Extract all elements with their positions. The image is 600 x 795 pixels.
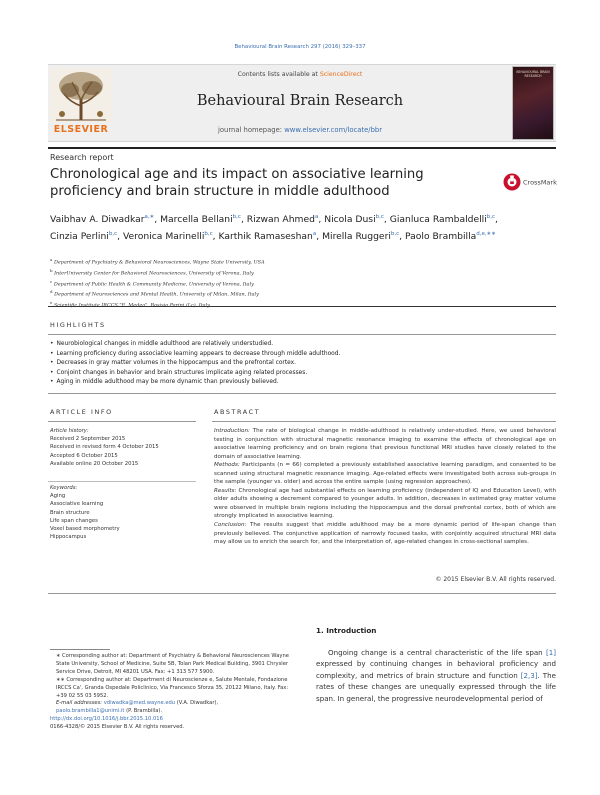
highlight-item: • Neurobiological changes in middle adulthood are relatively understudied.	[50, 340, 550, 350]
abstract-bottom-rule	[48, 593, 556, 594]
keyword-item: Hippocampus	[50, 534, 87, 541]
article-type: Research report	[50, 153, 114, 162]
article-info-heading: ARTICLE INFO	[50, 408, 113, 416]
abstract-heading: ABSTRACT	[214, 408, 261, 416]
keywords-label: Keywords:	[50, 485, 78, 491]
author-list: Vaibhav A. Diwadkar$^{a,∗}$, Marcella Bellani$^{b,c}$, Rizwan Ahmed$^a$, Nicola Dusi$^{b,c}$, Gianluca Rambaldelli$^{b,c}$, Cinzia Perlini$^{b,c}$, Veronica Marinelli$^{b,c}$, Karthik Ramaseshan$^a$, Mirella Ruggeri$^{b,c}$, Paolo Brambilla$^{d,e,∗∗}$	[50, 214, 498, 243]
keywords-rule	[48, 481, 196, 482]
email-link[interactable]: vdiwadka@med.wayne.edu	[103, 700, 176, 707]
elsevier-tree-logo-icon	[50, 68, 112, 122]
crossmark-icon[interactable]	[500, 172, 560, 192]
affiliation-item: $^a$ Department of Psychiatry & Behavioral Neurosciences, Wayne State University, USA	[50, 257, 265, 266]
highlight-item: • Aging in middle adulthood may be more dynamic than previously believed.	[50, 378, 550, 388]
header-rule	[48, 147, 556, 149]
footnote-rule	[50, 649, 110, 650]
abstract-body	[214, 427, 556, 547]
abstract-results: Results: Chronological age had substantial effects on learning proficiency (independent of IQ and Education Level), with older adults showing a decrement compared to younger adults. In addition, decreases in estimated gray matter volume were observed in multiple brain regions including the hippocampus and the dorsal prefrontal cortex, both of which are strongly implicated in associative learning.	[214, 487, 557, 520]
article-title: Chronological age and its impact on associative learning proficiency and brain structure in middle adulthood	[50, 167, 424, 199]
abstract-conclusion: Conclusion: The results suggest that middle adulthood may be a more dynamic period of life-span change than previously believed. The conjunctive application of narrowly focused tasks, with conjointly acquired structural MRI data may allow us to enrich the search for, and the interpretation of, age-related changes in cross-sectional samples.	[214, 522, 556, 546]
abstract-methods: Methods: Participants (n = 66) completed a previously established associative learning paradigm, and consented to be scanned using structural magnetic resonance imaging. Age-related effects were investigated both across sub-groups in the sample (younger vs. older) and across the entire sample (using regression approaches).	[214, 462, 556, 486]
history-label: Article history:	[50, 428, 89, 434]
author-name[interactable]: Mirella Ruggeri$^{b,c}$	[322, 231, 400, 243]
issn-line: 0166-4328/© 2015 Elsevier B.V. All rights reserved.	[50, 724, 185, 731]
keyword-item: Associative learning	[50, 501, 104, 508]
abstract-copyright: © 2015 Elsevier B.V. All rights reserved.	[435, 576, 556, 583]
article-history	[50, 427, 200, 468]
affiliation-item: $^b$ InterUniversity Center for Behavioral Neurosciences, University of Verona, Italy	[50, 267, 254, 277]
highlights-bottom-rule	[48, 393, 556, 394]
author-name[interactable]: Paolo Brambilla$^{d,e,∗∗}$	[405, 231, 496, 243]
highlights-heading: HIGHLIGHTS	[50, 321, 106, 329]
citation-link[interactable]: [2,3]	[520, 670, 538, 680]
affiliation-list	[50, 256, 530, 310]
introduction-heading: 1. Introduction	[316, 626, 377, 635]
keyword-item: Voxel based morphometry	[50, 526, 120, 533]
article-info-rule	[48, 421, 196, 422]
keyword-item: Life span changes	[50, 517, 98, 524]
highlight-item: • Conjoint changes in behavior and brain structures implicate aging related processes.	[50, 369, 550, 379]
email-link[interactable]: paolo.brambilla1@unimi.it	[56, 708, 125, 715]
author-name[interactable]: Nicola Dusi$^{b,c}$	[324, 214, 384, 226]
doi-link[interactable]: http://dx.doi.org/10.1016/j.bbr.2015.10.016	[50, 716, 163, 723]
history-item: Received in revised form 4 October 2015	[50, 444, 159, 451]
highlights-rule	[48, 334, 556, 335]
highlight-item: • Decreases in gray matter volumes in the hippocampus and the prefrontal cortex.	[50, 359, 550, 369]
homepage-prefix: journal homepage:	[217, 126, 283, 134]
homepage-url[interactable]: www.elsevier.com/locate/bbr	[284, 126, 382, 134]
keywords	[50, 484, 200, 541]
author-name[interactable]: Vaibhav A. Diwadkar$^{a,∗}$	[50, 214, 155, 226]
author-name[interactable]: Rizwan Ahmed$^a$	[246, 214, 319, 226]
footnote-corresponding-2: ∗∗ Corresponding author at: Department di Neuroscienze e, Salute Mentale, Fondazione IRCCS Ca', Granda Ospedale Policlinico, Via Francesco Sforza 35, 20122 Milano, Italy. Fax: +39 02 55 03 5952.	[56, 676, 289, 699]
footnotes	[50, 653, 300, 732]
affiliation-item: e	[50, 300, 53, 306]
keyword-item: Aging	[50, 493, 66, 500]
contents-prefix: Contents lists available at	[237, 71, 318, 78]
keyword-item: Brain structure	[50, 509, 90, 516]
author-name[interactable]: Cinzia Perlini$^{b,c}$	[50, 231, 118, 243]
journal-title: Behavioural Brain Research	[196, 93, 404, 109]
author-name[interactable]: Gianluca Rambaldelli$^{b,c}$	[389, 214, 496, 226]
abstract-rule	[212, 421, 556, 422]
history-item: Accepted 6 October 2015	[50, 452, 118, 459]
footnote-emails: E-mail addresses: vdiwadka@med.wayne.edu (V.A. Diwadkar), paolo.brambilla1@unimi.it (P. Brambilla).	[56, 700, 219, 715]
citation-link[interactable]: [1]	[545, 648, 556, 657]
cover-title: BEHAVIOURAL BRAIN RESEARCH	[516, 70, 550, 78]
history-item: Available online 20 October 2015	[50, 460, 139, 467]
publisher-name: ELSEVIER	[53, 124, 109, 135]
affiliation-item: $^c$ Department of Public Health & Community Medicine, University of Verona, Italy	[50, 278, 254, 288]
highlights-list	[50, 340, 550, 388]
author-name[interactable]: Marcella Bellani$^{b,c}$	[160, 214, 241, 226]
journal-reference[interactable]: Behavioural Brain Research 297 (2016) 329–337	[234, 44, 366, 50]
affiliation-item: $^d$ Department of Neurosciences and Mental Health, University of Milan, Milan, Italy	[50, 289, 259, 299]
sciencedirect-link[interactable]: ScienceDirect	[319, 71, 363, 78]
history-item: Received 2 September 2015	[50, 436, 126, 443]
introduction-body: Ongoing change is a central characteristic of the life span [1] expressed by continuing changes in behavioral proficiency and complexity, and metrics of brain structure and function [2,3]. The rates of these changes are unequally expressed through the life span. In general, the progressive neurodevelopmental period of	[316, 648, 556, 703]
footnote-corresponding-1: ∗ Corresponding author at: Department of Psychiatry & Behavioral Neurosciences Wayne State University, School of Medicine, Suite 5B, Tolan Park Medical Building, 3901 Chrysler Service Drive, Detroit, MI 48201 USA. Fax: +1 313 577 5900.	[56, 653, 289, 675]
abstract-introduction: Introduction: The rate of biological change in middle-adulthood is relatively under-studied. Here, we used behavioral testing in conjunction with structural magnetic resonance imaging to examine the effects of chronological age on associative learning proficiency and on brain regions that previous functional MRI studies have closely related to the domain of associative learning.	[214, 428, 556, 460]
crossmark-label: CrossMark	[523, 178, 557, 187]
authors-rule	[48, 306, 556, 307]
author-name[interactable]: Karthik Ramaseshan$^a$	[218, 231, 317, 243]
author-name[interactable]: Veronica Marinelli$^{b,c}$	[122, 231, 213, 243]
highlight-item: • Learning proficiency during associative learning appears to decrease through middle adulthood.	[50, 350, 550, 360]
